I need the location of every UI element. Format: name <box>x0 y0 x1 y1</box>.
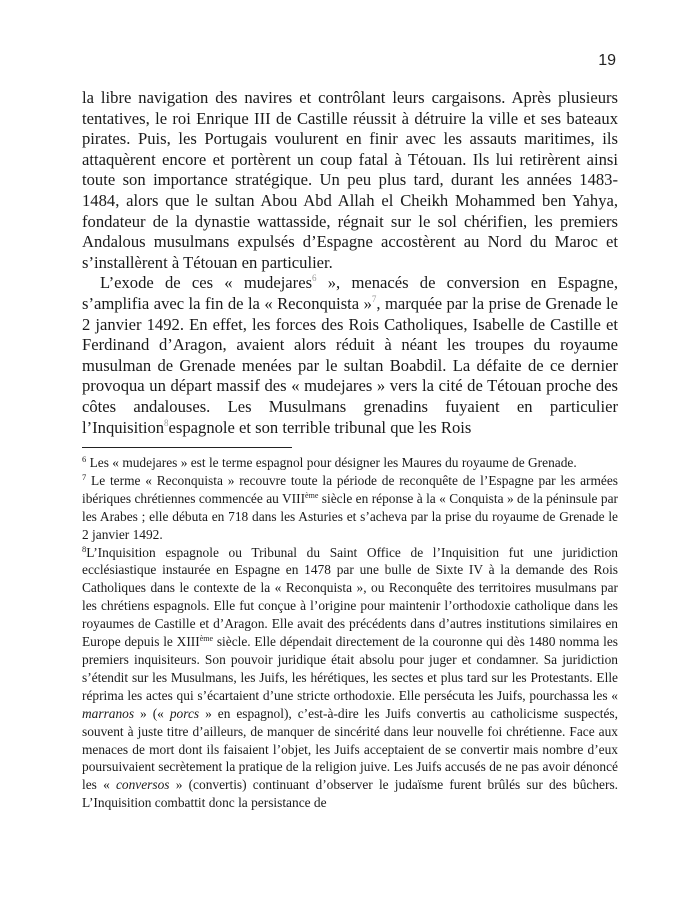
footnote-number: 8 <box>82 543 87 554</box>
footnote-text: L’Inquisition espagnole ou Tribunal du Saint Office de l’Inquisition fut une juridiction ecclésiastique instaurée en Espagne en 1478 par une bulle de Sixte IV à la demande des Rois Catholiques dans le contexte de la « Reconquista », ou Reconquête des territoires musulmans par les chrétiens espagnols. Elle fut conçue à l’origine pour maintenir l’orthodoxie catholique dans les royaumes de Castille et d’Aragon. Elle avait des précédents dans d’autres institutions similaires en Europe depuis le XIII <box>82 544 618 650</box>
italic-term-marranos: marranos <box>82 705 135 721</box>
footnote-6 <box>82 454 618 472</box>
footnote-number: 7 <box>82 471 87 482</box>
footnotes <box>82 454 618 812</box>
paragraph-2-text-d: espagnole et son terrible tribunal que les Rois <box>168 417 472 437</box>
page-number: 19 <box>598 52 616 69</box>
italic-term-porcs: porcs <box>169 705 200 721</box>
main-body-text <box>82 88 618 438</box>
paragraph-2 <box>82 273 618 438</box>
footnote-text: Les « mudejares » est le terme espagnol pour désigner les Maures du royaume de Grenade. <box>86 455 577 470</box>
paragraph-1: la libre navigation des navires et contrôlant leurs cargaisons. Après plusieurs tentatives, le roi Enrique III de Castille réussit à détruire la ville et ses bateaux pirates. Puis, les Portugais voulurent en finir avec les assauts maritimes, ils attaquèrent encore et portèrent un coup fatal à Tétouan. Ils lui retirèrent ainsi toute son importance stratégique. Un peu plus tard, durant les années 1483-1484, alors que le sultan Abou Abd Allah el Cheikh Mohammed ben Yahya, fondateur de la dynastie wattasside, régnait sur le sol chérifien, les premiers Andalous musulmans expulsés d’Espagne accostèrent au Nord du Maroc et s’installèrent à Tétouan en particulier. <box>82 88 618 272</box>
ordinal-suffix: ème <box>305 490 319 500</box>
paragraph-2-text-b: », menacés de conversion en Espagne, s’amplifia avec la fin de la « Reconquista » <box>82 273 618 313</box>
footnote-text: Le terme « Reconquista » recouvre toute la période de reconquête de l’Espagne par les armées ibériques chrétiennes commencée au VIII <box>82 472 618 506</box>
footnote-text: » (« <box>134 705 170 721</box>
footnote-text: siècle en réponse à la « Conquista » de la péninsule par les Arabes ; elle débuta en 718 dans les Asturies et s’acheva par la prise du royaume de Grenade le 2 janvier 1492. <box>82 490 618 542</box>
paragraph-2-text-c: , marquée par la prise de Grenade le 2 janvier 1492. En effet, les forces des Rois Catholiques, Isabelle de Castille et Ferdinand d’Aragon, avaient alors réduit à néant les troupes du royaume musulman de Grenade menées par le sultan Boabdil. La défaite de ce dernier provoqua un départ massif des « mudejares » vers la cité de Tétouan proche des côtes andalouses. Les Musulmans grenadins fuyaient en particulier l’Inquisition <box>82 293 618 437</box>
footnote-text: siècle. Elle dépendait directement de la couronne qui dès 1480 nomma les premiers inquisiteurs. Son pouvoir juridique était absolu pour juger et condamner. Sa juridiction s’étendit sur les Musulmans, les Juifs, les hérétiques, les sectes et plus tard sur les Protestants. Elle réprima les actes qui s’écartaient d’une stricte orthodoxie. Elle persécuta les Juifs, pourchassa les « <box>82 634 618 703</box>
footnote-text: » en espagnol), c’est-à-dire les Juifs convertis au catholicisme suspectés, souvent à juste titre d’ailleurs, de manquer de sincérité dans leur nouvelle foi chrétienne. Face aux menaces de mort dont ils faisaient l’objet, les Juifs acceptaient de se convertir mais nombre d’eux poursuivaient secrètement la pratique de la religion juive. Les Juifs accusés de ne pas avoir dénoncé les « <box>82 705 618 793</box>
footnote-ref-8[interactable]: 8 <box>164 417 169 428</box>
italic-term-conversos: conversos <box>115 777 170 793</box>
ordinal-suffix: ème <box>199 634 214 644</box>
footnote-number: 6 <box>82 454 87 464</box>
paragraph-2-text-a: L’exode de ces « mudejares <box>100 273 313 293</box>
footnote-ref-6[interactable]: 6 <box>312 273 317 284</box>
footnote-separator <box>82 447 292 448</box>
footnote-text: » (convertis) continuant d’observer le judaïsme furent brûlés sur des bûchers. L’Inquisition combattit donc la persistance de <box>82 777 618 811</box>
footnote-7 <box>82 472 618 544</box>
footnote-8 <box>82 544 618 813</box>
footnote-ref-7[interactable]: 7 <box>371 293 377 304</box>
